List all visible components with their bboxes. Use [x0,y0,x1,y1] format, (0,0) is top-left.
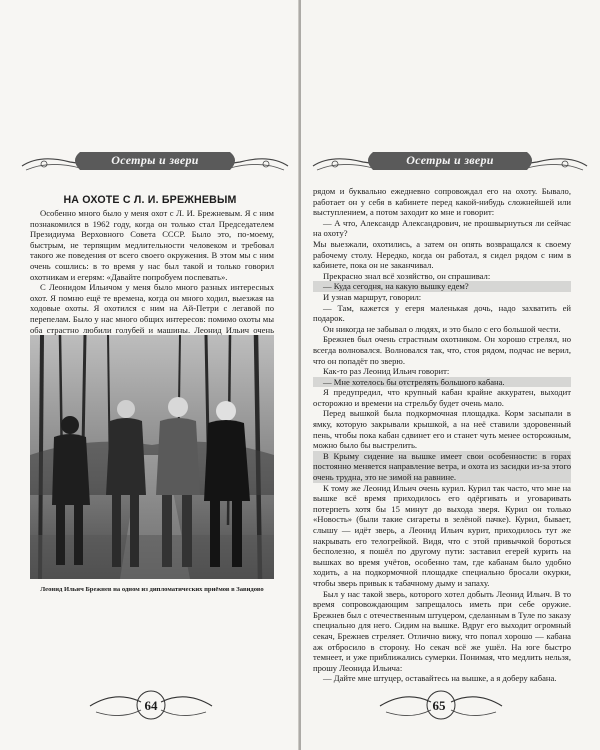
left-paragraph: С Леонидом Ильичом у меня было много разных интересных охот. Я помню ещё те времена, когда он много ходил, выезжая на ходовые охоты. Я охотился с ним на Ай-Петри с легавой по перепелам. Было у нас много общих интересов: помимо охоты мы оба страстно любили голубей и машины. Леонид Ильич очень [30,282,274,335]
left-paragraph: Особенно много было у меня охот с Л. И. Брежневым. Я с ним познакомился в 1962 году, когда он только стал Председателем Президиума Верховного Совета СССР. Было это, по-моему, быстрым, не терпящим медлительности человеком и требовал такого же поведения от всего своего окружения. В этом мы с ним очень сошлись: в то время у нас был такой и только говорил охотникам и егерям: «Давайте попробуем поспевать». [30,208,274,282]
right-body-text [313,186,571,684]
right-paragraph: Он никогда не забывал о людях, и это было с его большой чести. [323,323,561,334]
right-header-label-wrap [311,146,589,182]
right-paragraph: — Там, кажется у егеря маленькая дочь, надо захватить ей подарок. [313,302,571,324]
photo-caption: Леонид Ильич Брежнев на одном из дипломатических приёмов в Завидово [40,586,264,593]
article-title: НА ОХОТЕ С Л. И. БРЕЖНЕВЫМ [63,194,237,206]
left-page [0,0,299,750]
right-page-number: 65 [432,698,446,713]
right-paragraph: К тому же Леонид Ильич очень курил. Курил так часто, что мне на вышке всё время приходилось его одёргивать и уговаривать потерпеть хотя бы 15 минут до выхода зверя. Курил он только «Новость» (были такие сигареты в зелёной пачке). Курил, бывает, слышу — идёт зверь, а Леонид Ильич курит, приходилось тут же накрывать его телогрейкой. Видя, что с этой привычкой бороться бесполезно, я пошёл по другому пути: заставил егерей курить на вышках во время учётов, особенно там, где кабанам было удобно ходить, а на подкормочной площадке специально бросали окурки, чтобы зверь привык к табачному дыму и запаху. [313,482,571,588]
right-paragraph: Перед вышкой была подкормочная площадка. Корм засыпали в ямку, которую закрывали крышкой, а на неё ставили здоровенный пень, чтобы пока кабан сдвинет его и станет чуть менее осторожным, можно было бы выстрелить. [313,408,571,451]
right-paragraph: Брежнев был очень страстным охотником. Он хорошо стрелял, но всегда волновался. Волновался так, что, стоя рядом, подчас не верил, что он попадёт по зверю. [313,334,571,366]
right-paragraph: И узнав маршрут, говорил: [323,291,422,302]
right-paragraph: — А что, Александр Александрович, не прошвырнуться ли сейчас на охоту? [313,217,571,239]
right-paragraph: Прекрасно знал всё хозяйство, он спрашивал: [323,270,491,281]
right-paragraph: Как-то раз Леонид Ильич говорит: [323,366,450,377]
right-paragraph: — Дайте мне штуцер, оставайтесь на вышке, а я доберу кабана. [323,673,557,684]
right-page [301,0,600,750]
right-paragraph: — Мне хотелось бы отстрелять большого кабана. [313,377,571,388]
left-page-number: 64 [144,698,158,713]
brezhnev-group-photo [30,335,274,579]
right-paragraph: Я предупредил, что крупный кабан крайне аккуратен, выходит осторожно и времени на стрельбу будет очень мало. [313,387,571,408]
right-paragraph: Мы выезжали, охотились, а затем он опять возвращался к своему рабочему столу. Нередко, когда он работал, я сидел рядом с ним в кабинете, пока он не заканчивал. [313,238,571,271]
right-paragraph: рядом и буквально ежедневно сопровождал его на охоту. Бывало, работает он у себя в кабинете перед какой-нибудь сложнейшей или выступлением, а потом заходит ко мне и говорит: [313,186,571,218]
left-header-label-wrap [20,146,290,182]
right-paragraph: — Куда сегодня, на какую вышку едем? [313,281,571,292]
right-paragraph: Был у нас такой зверь, которого хотел добыть Леонид Ильич. В то время сопровождающим запрещалось иметь при себе оружие. Брежнев был с отечественным штуцером, сделанным в Туле по заказу специально для него. Сидим на вышке. Вдруг его выходит огромный секач, Брежнев стреляет. Отлично вижу, что попал хорошо — кабана аж отбросило в сторону. Но секач всё же ушёл. На юге быстро темнеет, и уже приближались сумерки. Понимая, что медлить нельзя, прошу Леонида Ильича: [313,588,571,673]
right-header-label: Осетры и звери [406,153,494,167]
right-paragraph: В Крыму сидение на вышке имеет свои особенности: в горах постоянно меняется направление ветра, и охота из засидки из-за этого очень трудна, это не зимой на равнине. [313,450,571,483]
left-header-label: Осетры и звери [111,153,199,167]
